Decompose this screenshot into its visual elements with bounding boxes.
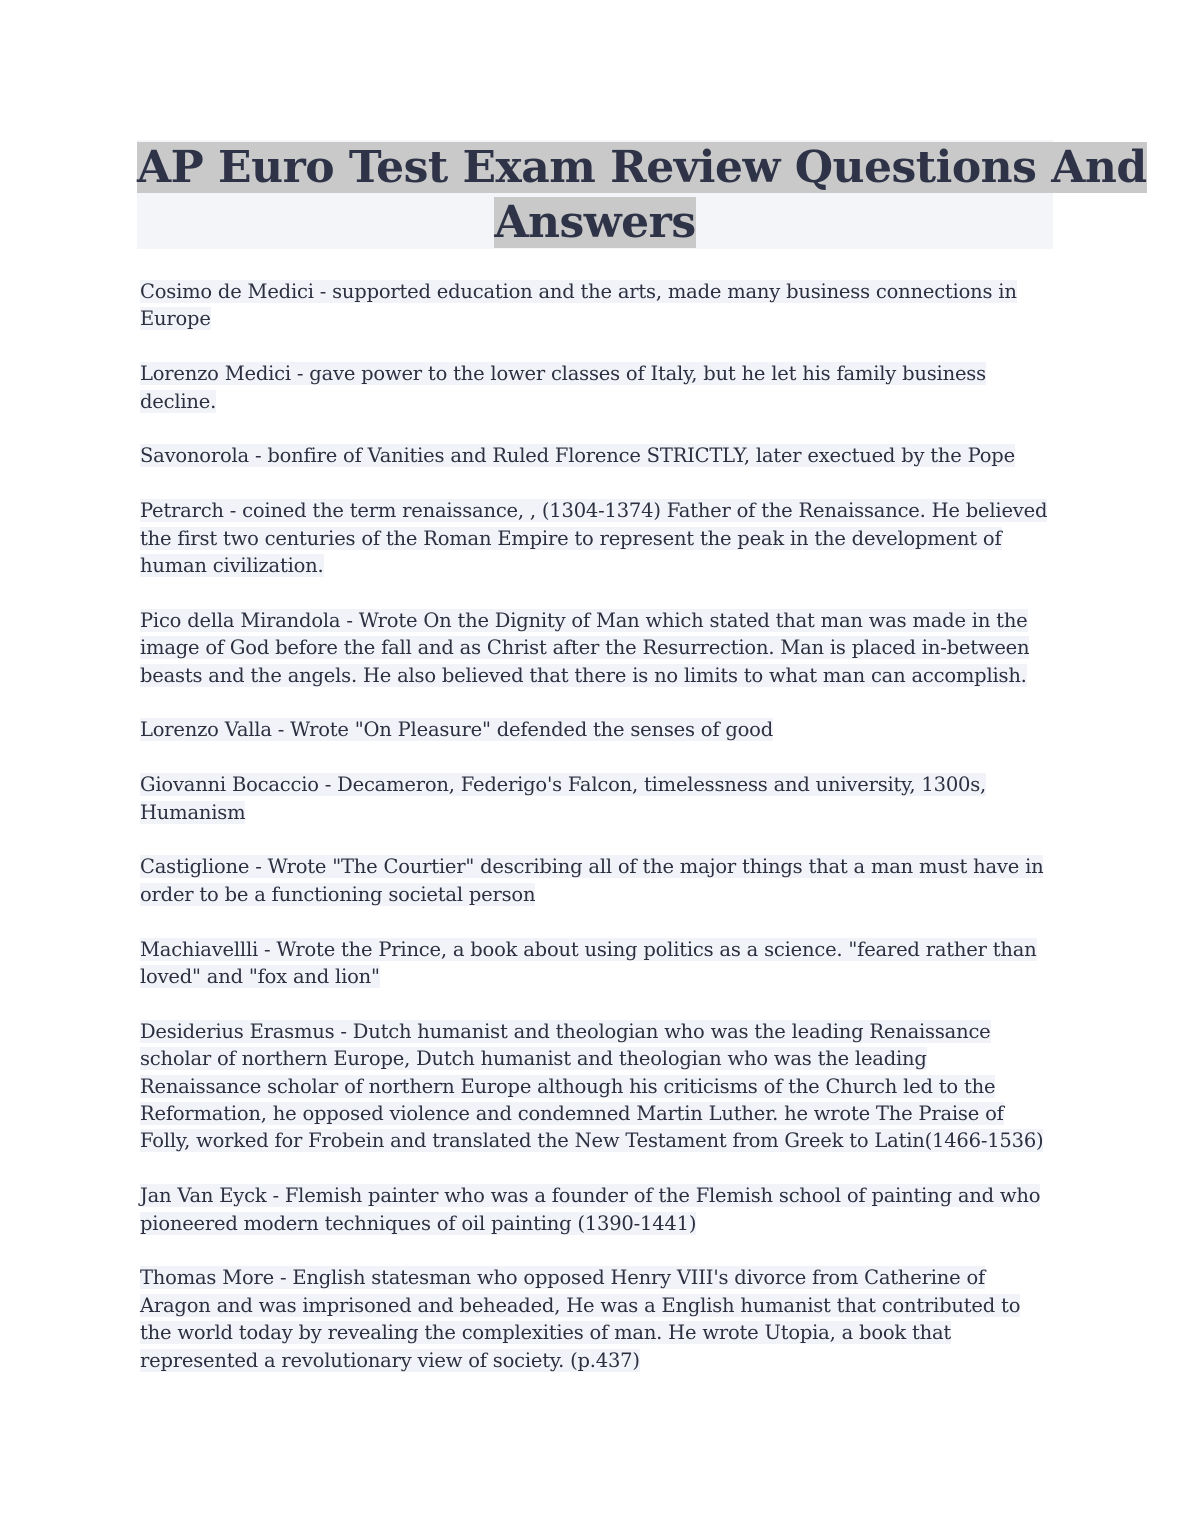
entry-savonorola (140, 442, 1050, 469)
entry-text: Savonorola - bonfire of Vanities and Ruled Florence STRICTLY, later exectued by the Pope (140, 444, 1015, 468)
entry-cosimo-de-medici (140, 278, 1050, 333)
entry-text: Desiderius Erasmus - Dutch humanist and theologian who was the leading Renaissance scholar of northern Europe, Dutch humanist and theologian who was the leading Renaissance scholar of northern Europe although his criticisms of the Church led to the Reformation, he opposed violence and condemned Martin Luther. he wrote The Praise of Folly, worked for Frobein and translated the New Testament from Greek to Latin(1466-1536) (140, 1019, 1044, 1153)
entry-text: Giovanni Bocaccio - Decameron, Federigo's Falcon, timelessness and university, 1300s, Humanism (140, 773, 987, 824)
entry-lorenzo-medici (140, 360, 1050, 415)
entry-jan-van-eyck (140, 1182, 1050, 1237)
entry-pico-della-mirandola (140, 607, 1050, 689)
entry-text: Petrarch - coined the term renaissance, , (1304-1374) Father of the Renaissance. He believed the first two centuries of the Roman Empire to represent the peak in the development of human civilization. (140, 499, 1048, 578)
entry-text: Machiavellli - Wrote the Prince, a book about using politics as a science. "feared rather than loved" and "fox and lion" (140, 937, 1037, 989)
entry-petrarch (140, 497, 1050, 579)
entry-lorenzo-valla (140, 716, 1050, 743)
review-entries (140, 278, 1050, 1401)
entry-desiderius-erasmus (140, 1018, 1050, 1155)
entry-machiavelli (140, 936, 1050, 991)
entry-text: Lorenzo Medici - gave power to the lower classes of Italy, but he let his family business decline. (140, 362, 986, 413)
entry-text: Pico della Mirandola - Wrote On the Dignity of Man which stated that man was made in the image of God before the fall and as Christ after the Resurrection. Man is placed in-between beasts and the angels. He also believed that there is no limits to what man can accomplish. (140, 608, 1030, 687)
title-block (137, 140, 1147, 249)
entry-text: Lorenzo Valla - Wrote "On Pleasure" defended the senses of good (140, 718, 773, 742)
entry-text: Jan Van Eyck - Flemish painter who was a founder of the Flemish school of painting and who pioneered modern techniques of oil painting (1390-1441) (140, 1184, 1041, 1235)
entry-text: Cosimo de Medici - supported education and the arts, made many business connections in Europe (140, 280, 1017, 331)
page-title-continued: Answers (494, 197, 696, 248)
entry-text: Thomas More - English statesman who opposed Henry VIII's divorce from Catherine of Aragon and was imprisoned and beheaded, He was a English humanist that contributed to the world today by revealing the complexities of man. He wrote Utopia, a book that represented a revolutionary view of society. (p.437) (140, 1266, 1021, 1372)
entry-thomas-more (140, 1264, 1050, 1374)
entry-giovanni-bocaccio (140, 771, 1050, 826)
entry-castiglione (140, 853, 1050, 908)
page-title: AP Euro Test Exam Review Questions And (137, 142, 1147, 193)
entry-text: Castiglione - Wrote "The Courtier" describing all of the major things that a man must have in order to be a functioning societal person (140, 855, 1044, 906)
